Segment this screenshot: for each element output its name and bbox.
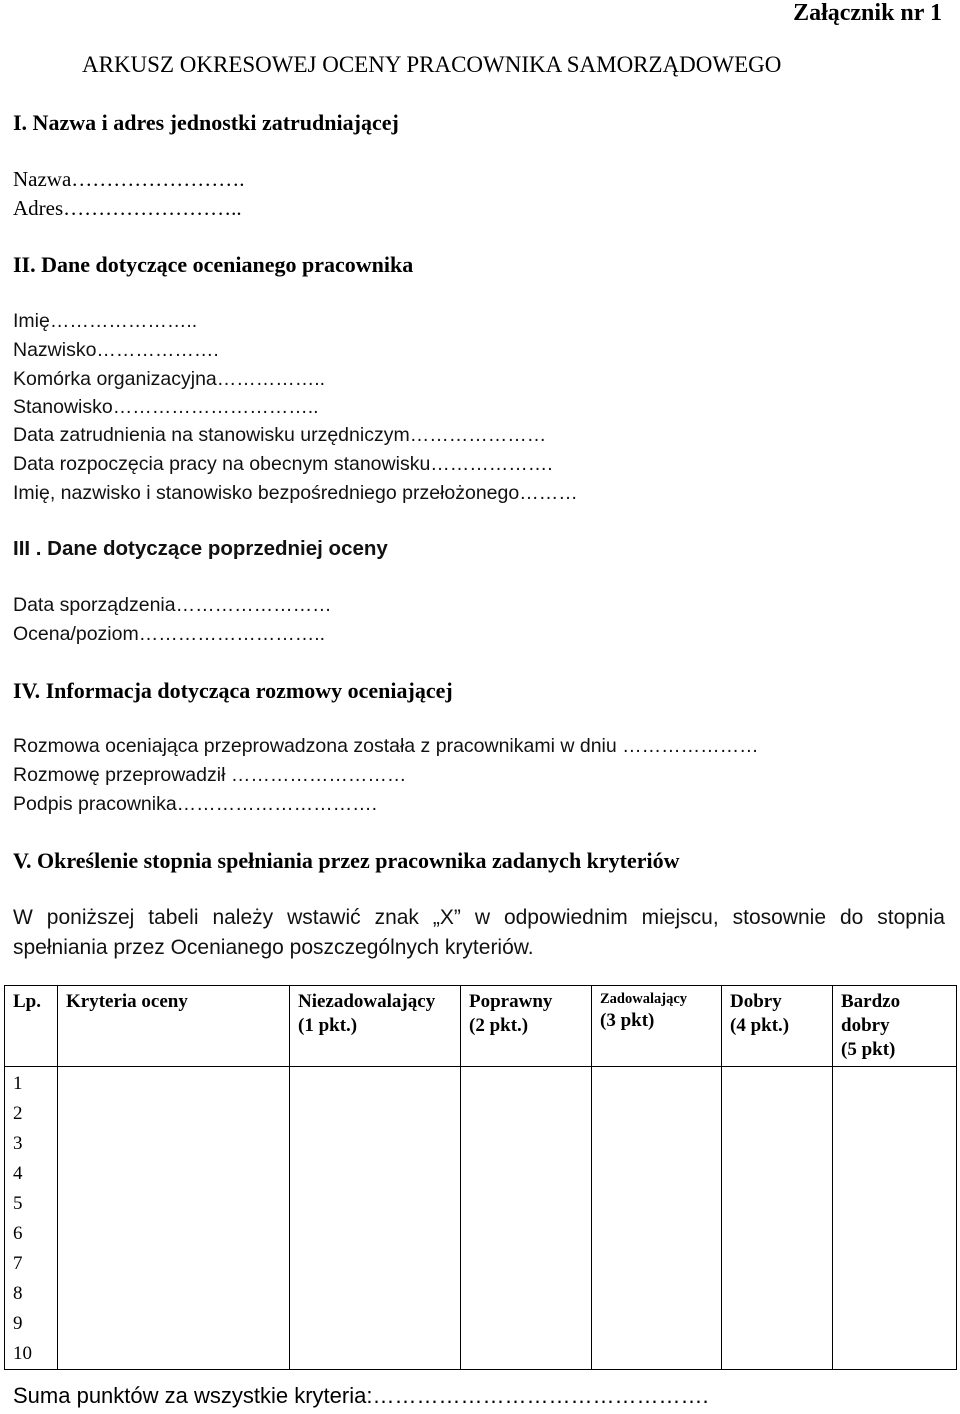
- field-last-name: Nazwisko……………….: [13, 339, 219, 361]
- row-number: 8: [13, 1283, 23, 1304]
- field-first-name: Imię…………………..: [13, 310, 198, 332]
- header-criteria: Kryteria oceny: [58, 986, 290, 1067]
- field-interviewer: Rozmowę przeprowadził ………………………: [13, 764, 407, 786]
- table-header-row: [5, 986, 957, 1067]
- row-number: 5: [13, 1193, 23, 1214]
- field-employment-date: Data zatrudnienia na stanowisku urzędniczym…………………: [13, 424, 547, 446]
- field-supervisor: Imię, nazwisko i stanowisko bezpośredniego przełożonego………: [13, 482, 578, 504]
- fair-cell[interactable]: [461, 1067, 592, 1370]
- unsatisfactory-cell[interactable]: [290, 1067, 461, 1370]
- table-body-row: [5, 1067, 957, 1370]
- field-employee-signature: Podpis pracownika………………………….: [13, 793, 378, 815]
- row-number: 7: [13, 1253, 23, 1274]
- criteria-table: [4, 985, 957, 1370]
- instruction-line-2: spełniania przez Ocenianego poszczególnych kryteriów.: [13, 936, 534, 959]
- field-position: Stanowisko…………………………..: [13, 396, 319, 418]
- instruction-line-1: W poniższej tabeli należy wstawić znak „X” w odpowiednim miejscu, stosownie do stopnia: [13, 906, 945, 929]
- satisfactory-cell[interactable]: [592, 1067, 722, 1370]
- field-address: Adres……………………..: [13, 196, 242, 220]
- criteria-cell[interactable]: [58, 1067, 290, 1370]
- section-2-heading: II. Dane dotyczące ocenianego pracownika: [13, 252, 414, 277]
- section-5-heading: V. Określenie stopnia spełniania przez pracownika zadanych kryteriów: [13, 848, 680, 873]
- row-number: 9: [13, 1313, 23, 1334]
- header-lp: Lp.: [5, 986, 58, 1067]
- annex-label: Załącznik nr 1: [793, 0, 942, 26]
- header-fair: Poprawny (2 pkt.): [461, 986, 592, 1067]
- field-prepared-date: Data sporządzenia……………………: [13, 594, 332, 616]
- row-number: 1: [13, 1073, 23, 1094]
- instruction-paragraph: [13, 903, 945, 963]
- row-number: 10: [13, 1343, 32, 1364]
- header-satisfactory: Zadowalający (3 pkt): [592, 986, 722, 1067]
- row-number: 2: [13, 1103, 23, 1124]
- header-good: Dobry (4 pkt.): [722, 986, 833, 1067]
- row-number: 6: [13, 1223, 23, 1244]
- document-title: ARKUSZ OKRESOWEJ OCENY PRACOWNIKA SAMORZĄDOWEGO: [82, 52, 782, 77]
- section-3-heading: III . Dane dotyczące poprzedniej oceny: [13, 537, 388, 560]
- section-4-heading: IV. Informacja dotycząca rozmowy oceniającej: [13, 678, 453, 703]
- row-numbers-cell: [5, 1067, 58, 1370]
- row-number: 4: [13, 1163, 23, 1184]
- row-number: 3: [13, 1133, 23, 1154]
- field-name: Nazwa…………………….: [13, 167, 245, 191]
- field-interview-date: Rozmowa oceniająca przeprowadzona została z pracownikami w dniu …………………: [13, 735, 759, 757]
- field-grade-level: Ocena/poziom………………………..: [13, 623, 326, 645]
- field-current-position-start: Data rozpoczęcia pracy na obecnym stanowisku……………….: [13, 453, 553, 475]
- header-very-good: Bardzo dobry (5 pkt): [833, 986, 957, 1067]
- field-department: Komórka organizacyjna……………..: [13, 368, 326, 390]
- good-cell[interactable]: [722, 1067, 833, 1370]
- total-points-line: Suma punktów za wszystkie kryteria:……………………………………….: [13, 1383, 709, 1408]
- section-1-heading: I. Nazwa i adres jednostki zatrudniającej: [13, 110, 399, 135]
- very-good-cell[interactable]: [833, 1067, 957, 1370]
- header-unsatisfactory: Niezadowalający (1 pkt.): [290, 986, 461, 1067]
